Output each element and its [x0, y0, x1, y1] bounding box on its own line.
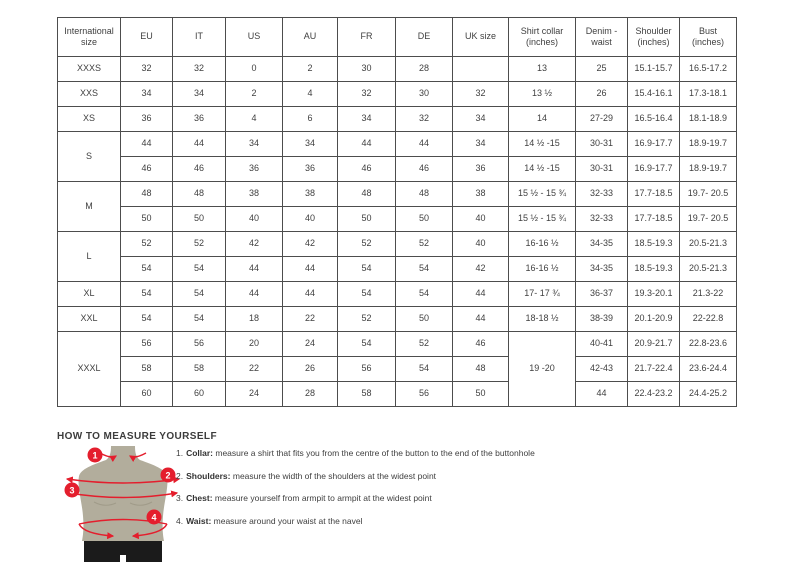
table-cell: 17- 17 ¾ [509, 282, 576, 307]
table-cell: 17.3-18.1 [680, 82, 737, 107]
table-cell: 15 ½ - 15 ¾ [509, 207, 576, 232]
table-cell: 16.5-16.4 [628, 107, 680, 132]
step-term: Waist: [186, 515, 212, 526]
table-cell: 52 [396, 232, 453, 257]
size-label-cell: XXXS [58, 57, 121, 82]
size-label-cell: S [58, 132, 121, 182]
table-cell: 38 [453, 182, 509, 207]
table-cell: 32 [121, 57, 173, 82]
step-number: 4. [176, 515, 184, 526]
table-cell: 44 [173, 132, 226, 157]
size-label-cell: L [58, 232, 121, 282]
table-cell: 60 [121, 382, 173, 407]
table-row [58, 57, 737, 82]
table-cell: 54 [338, 282, 396, 307]
table-cell: 18.5-19.3 [628, 257, 680, 282]
table-cell: 23.6-24.4 [680, 357, 737, 382]
measurement-figure [58, 444, 188, 566]
size-label-cell: XL [58, 282, 121, 307]
table-cell: 34 [173, 82, 226, 107]
table-cell: 44 [576, 382, 628, 407]
size-table [57, 17, 737, 407]
table-cell: 4 [226, 107, 283, 132]
table-row [58, 107, 737, 132]
header-cell: International size [58, 18, 121, 57]
step-text: measure yourself from armpit to armpit at the widest point [212, 493, 432, 503]
table-cell: 17.7-18.5 [628, 182, 680, 207]
measure-section-heading: HOW TO MEASURE YOURSELF [57, 431, 217, 442]
table-cell: 22.8-23.6 [680, 332, 737, 357]
table-row [58, 382, 737, 407]
table-cell: 6 [283, 107, 338, 132]
table-cell: 2 [226, 82, 283, 107]
table-cell: 36 [121, 107, 173, 132]
table-cell: 36 [283, 157, 338, 182]
table-cell: 56 [173, 332, 226, 357]
measure-point-4-number: 4 [151, 512, 157, 523]
table-cell: 30 [396, 82, 453, 107]
table-cell: 14 ½ -15 [509, 132, 576, 157]
table-row [58, 232, 737, 257]
table-cell: 54 [396, 282, 453, 307]
table-cell: 40 [453, 207, 509, 232]
table-cell: 54 [396, 257, 453, 282]
table-cell: 58 [121, 357, 173, 382]
table-cell: 46 [453, 332, 509, 357]
table-cell: 28 [283, 382, 338, 407]
table-cell: 48 [121, 182, 173, 207]
table-cell: 20.9-21.7 [628, 332, 680, 357]
header-cell: Denim - waist [576, 18, 628, 57]
table-cell: 44 [453, 282, 509, 307]
table-cell: 24 [226, 382, 283, 407]
table-cell: 56 [396, 382, 453, 407]
table-cell: 18.5-19.3 [628, 232, 680, 257]
table-cell: 18-18 ½ [509, 307, 576, 332]
measure-point-2-number: 2 [165, 470, 171, 481]
size-label-cell: XXS [58, 82, 121, 107]
measure-step-collar [176, 448, 736, 458]
table-cell: 34-35 [576, 257, 628, 282]
step-number: 3. [176, 493, 184, 503]
table-cell: 46 [338, 157, 396, 182]
table-cell: 36 [226, 157, 283, 182]
table-row [58, 257, 737, 282]
measure-point-3-number: 3 [69, 485, 75, 496]
table-cell: 19.3-20.1 [628, 282, 680, 307]
header-cell: DE [396, 18, 453, 57]
measure-step-shoulders [176, 471, 736, 481]
table-cell: 54 [173, 257, 226, 282]
table-cell: 21.3-22 [680, 282, 737, 307]
size-label-cell: XS [58, 107, 121, 132]
step-text: measure around your waist at the navel [211, 515, 363, 526]
table-cell: 30 [338, 57, 396, 82]
table-row [58, 332, 737, 357]
table-cell: 20.1-20.9 [628, 307, 680, 332]
table-cell: 22.4-23.2 [628, 382, 680, 407]
table-cell: 22 [283, 307, 338, 332]
table-cell: 17.7-18.5 [628, 207, 680, 232]
table-cell: 18.1-18.9 [680, 107, 737, 132]
table-cell: 40 [283, 207, 338, 232]
table-row [58, 132, 737, 157]
table-header-row [58, 18, 737, 57]
table-cell: 40 [226, 207, 283, 232]
table-cell: 19.7- 20.5 [680, 182, 737, 207]
table-cell: 52 [173, 232, 226, 257]
table-cell: 26 [283, 357, 338, 382]
table-cell: 18 [226, 307, 283, 332]
step-text: measure a shirt that fits you from the centre of the button to the end of the buttonhole [213, 448, 535, 458]
table-row [58, 82, 737, 107]
table-cell: 44 [226, 282, 283, 307]
table-cell: 18.9-19.7 [680, 132, 737, 157]
table-row [58, 207, 737, 232]
table-cell: 32 [173, 57, 226, 82]
table-cell: 20 [226, 332, 283, 357]
table-cell: 32 [396, 107, 453, 132]
table-cell: 38 [283, 182, 338, 207]
shorts-silhouette [84, 541, 162, 562]
step-text: measure the width of the shoulders at the widest point [230, 470, 437, 481]
table-cell: 50 [338, 207, 396, 232]
table-cell: 16-16 ½ [509, 232, 576, 257]
table-cell: 34 [453, 132, 509, 157]
measure-point-1-number: 1 [92, 450, 98, 461]
table-cell: 16.9-17.7 [628, 157, 680, 182]
table-cell: 48 [453, 357, 509, 382]
table-row [58, 282, 737, 307]
table-cell: 15 ½ - 15 ¾ [509, 182, 576, 207]
measure-instructions-list [176, 448, 736, 538]
table-cell: 26 [576, 82, 628, 107]
table-cell: 19 -20 [509, 332, 576, 407]
table-cell: 25 [576, 57, 628, 82]
table-cell: 40 [453, 232, 509, 257]
table-cell: 52 [338, 232, 396, 257]
table-cell: 52 [121, 232, 173, 257]
table-cell: 44 [283, 282, 338, 307]
table-cell: 32 [453, 82, 509, 107]
table-cell: 48 [173, 182, 226, 207]
table-cell: 40-41 [576, 332, 628, 357]
header-cell: EU [121, 18, 173, 57]
table-cell: 42-43 [576, 357, 628, 382]
table-cell: 34-35 [576, 232, 628, 257]
table-cell: 34 [226, 132, 283, 157]
table-cell: 34 [338, 107, 396, 132]
table-cell: 19.7- 20.5 [680, 207, 737, 232]
table-cell: 22 [226, 357, 283, 382]
table-cell: 54 [338, 257, 396, 282]
table-row [58, 307, 737, 332]
table-cell: 32-33 [576, 182, 628, 207]
table-cell: 30-31 [576, 132, 628, 157]
table-cell: 44 [283, 257, 338, 282]
table-cell: 50 [453, 382, 509, 407]
header-cell: FR [338, 18, 396, 57]
table-cell: 20.5-21.3 [680, 232, 737, 257]
table-cell: 22-22.8 [680, 307, 737, 332]
table-cell: 15.4-16.1 [628, 82, 680, 107]
table-cell: 14 ½ -15 [509, 157, 576, 182]
size-label-cell: XXXL [58, 332, 121, 407]
table-cell: 15.1-15.7 [628, 57, 680, 82]
table-cell: 27-29 [576, 107, 628, 132]
table-row [58, 357, 737, 382]
table-cell [453, 57, 509, 82]
header-cell: Shirt collar (inches) [509, 18, 576, 57]
table-cell: 54 [396, 357, 453, 382]
table-cell: 42 [226, 232, 283, 257]
header-cell: UK size [453, 18, 509, 57]
table-cell: 4 [283, 82, 338, 107]
table-cell: 50 [396, 207, 453, 232]
table-row [58, 157, 737, 182]
table-cell: 24.4-25.2 [680, 382, 737, 407]
table-cell: 54 [173, 307, 226, 332]
table-cell: 50 [121, 207, 173, 232]
table-cell: 50 [173, 207, 226, 232]
step-number: 1. [176, 448, 184, 458]
table-cell: 34 [453, 107, 509, 132]
table-cell: 54 [338, 332, 396, 357]
table-cell: 16.5-17.2 [680, 57, 737, 82]
size-label-cell: M [58, 182, 121, 232]
header-cell: AU [283, 18, 338, 57]
header-cell: Shoulder (inches) [628, 18, 680, 57]
table-cell: 36 [173, 107, 226, 132]
table-cell: 28 [396, 57, 453, 82]
table-cell: 44 [453, 307, 509, 332]
table-cell: 56 [121, 332, 173, 357]
table-cell: 46 [173, 157, 226, 182]
measure-step-chest [176, 493, 736, 503]
step-term: Shoulders: [186, 470, 231, 481]
table-cell: 56 [338, 357, 396, 382]
table-cell: 34 [121, 82, 173, 107]
step-number: 2. [176, 470, 184, 481]
table-cell: 32 [338, 82, 396, 107]
table-cell: 0 [226, 57, 283, 82]
table-cell: 44 [338, 132, 396, 157]
table-row [58, 182, 737, 207]
table-cell: 13 ½ [509, 82, 576, 107]
size-label-cell: XXL [58, 307, 121, 332]
table-cell: 21.7-22.4 [628, 357, 680, 382]
table-cell: 58 [173, 357, 226, 382]
table-cell: 36-37 [576, 282, 628, 307]
table-cell: 44 [396, 132, 453, 157]
header-cell: US [226, 18, 283, 57]
table-cell: 52 [396, 332, 453, 357]
table-cell: 52 [338, 307, 396, 332]
table-cell: 54 [121, 307, 173, 332]
table-cell: 38-39 [576, 307, 628, 332]
measure-step-waist [176, 516, 736, 526]
table-cell: 50 [396, 307, 453, 332]
table-cell: 54 [173, 282, 226, 307]
table-cell: 44 [226, 257, 283, 282]
header-cell: IT [173, 18, 226, 57]
table-cell: 60 [173, 382, 226, 407]
table-cell: 14 [509, 107, 576, 132]
table-cell: 42 [453, 257, 509, 282]
step-term: Chest: [186, 493, 213, 503]
table-cell: 42 [283, 232, 338, 257]
table-cell: 24 [283, 332, 338, 357]
table-cell: 38 [226, 182, 283, 207]
table-cell: 44 [121, 132, 173, 157]
table-cell: 32-33 [576, 207, 628, 232]
table-cell: 36 [453, 157, 509, 182]
table-cell: 48 [338, 182, 396, 207]
table-cell: 34 [283, 132, 338, 157]
table-cell: 13 [509, 57, 576, 82]
table-cell: 48 [396, 182, 453, 207]
table-cell: 46 [396, 157, 453, 182]
table-cell: 58 [338, 382, 396, 407]
header-cell: Bust (inches) [680, 18, 737, 57]
table-cell: 18.9-19.7 [680, 157, 737, 182]
table-cell: 2 [283, 57, 338, 82]
table-cell: 30-31 [576, 157, 628, 182]
table-cell: 20.5-21.3 [680, 257, 737, 282]
table-cell: 16.9-17.7 [628, 132, 680, 157]
table-cell: 54 [121, 282, 173, 307]
table-cell: 54 [121, 257, 173, 282]
step-term: Collar: [186, 448, 214, 458]
table-cell: 46 [121, 157, 173, 182]
table-cell: 16-16 ½ [509, 257, 576, 282]
